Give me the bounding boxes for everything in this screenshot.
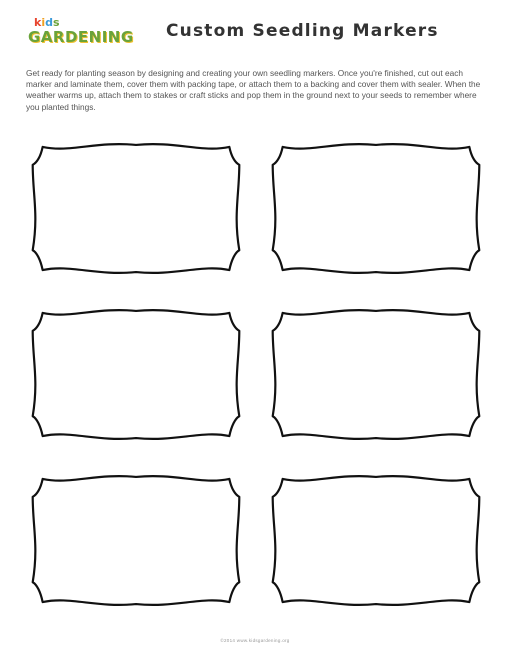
seedling-marker-5[interactable] — [26, 467, 246, 614]
marker-outline — [33, 310, 240, 439]
marker-frame — [266, 301, 486, 448]
marker-outline — [273, 476, 480, 605]
logo-gardening-text: GARDENING — [28, 28, 134, 46]
marker-grid — [26, 135, 488, 615]
seedling-marker-6[interactable] — [266, 467, 486, 614]
marker-frame — [266, 467, 486, 614]
footer-credit: ©2014 www.kidsgardening.org — [220, 638, 290, 643]
seedling-marker-4[interactable] — [266, 301, 486, 448]
logo-kids-text: kids — [34, 16, 60, 29]
marker-outline — [273, 144, 480, 273]
marker-frame — [26, 467, 246, 614]
logo — [28, 16, 138, 52]
marker-frame — [266, 135, 486, 282]
marker-frame — [26, 301, 246, 448]
marker-outline — [273, 310, 480, 439]
marker-outline — [33, 476, 240, 605]
seedling-marker-2[interactable] — [266, 135, 486, 282]
marker-outline — [33, 144, 240, 273]
page-title: Custom Seedling Markers — [166, 21, 439, 41]
seedling-marker-3[interactable] — [26, 301, 246, 448]
marker-frame — [26, 135, 246, 282]
page-header — [18, 14, 492, 54]
seedling-marker-1[interactable] — [26, 135, 246, 282]
intro-paragraph: Get ready for planting season by designing and creating your own seedling markers. Once you're finished, cut out each marker and laminate them, cover them with packing tape, or attach them to a backing and cover them with sealer. When the weather warms up, attach them to stakes or craft sticks and pop them in the ground next to your seeds to remember where you planted things. — [26, 68, 481, 112]
